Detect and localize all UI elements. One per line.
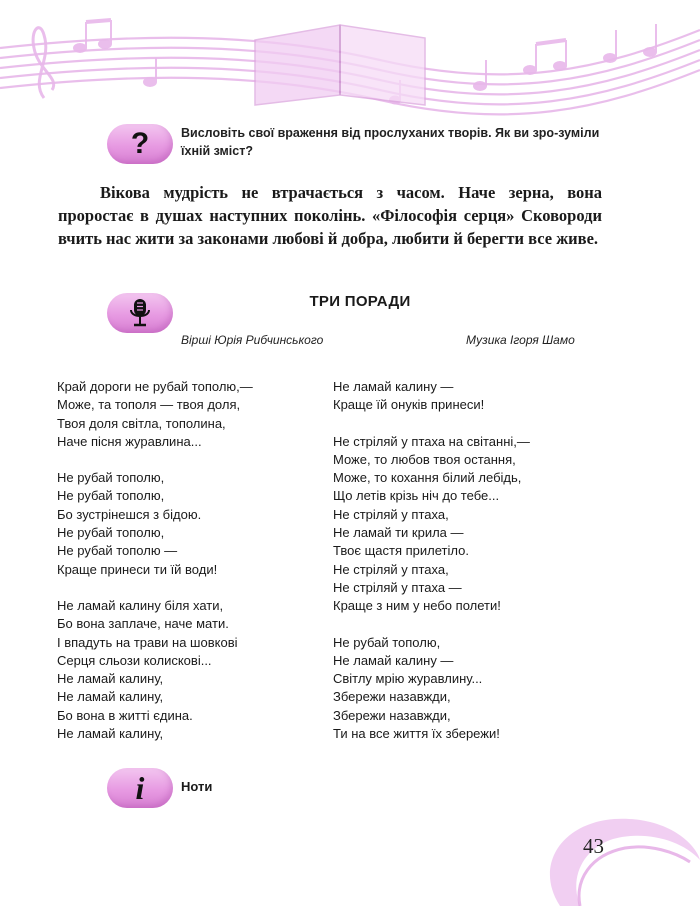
lyric-line: Не ламай калину, — [57, 689, 164, 705]
lyrics-right-column — [333, 378, 530, 761]
stanza — [333, 634, 530, 744]
lyric-line: Не рубай тополю, — [57, 488, 165, 504]
intro-paragraph: Вікова мудрість не втрачається з часом. Наче зерна, вона проростає в душах наступних поколінь. «Філософія серця» Сковороди вчить нас жити за законами любові й добра, любити й берегти все живе. — [58, 183, 602, 248]
stanza — [57, 597, 253, 743]
lyric-line: Не стріляй у птаха, — [333, 506, 449, 522]
lyric-line: Краще з ним у небо полети! — [333, 598, 501, 614]
stanza — [57, 469, 253, 579]
lyric-line: Збережи назавжди, — [333, 707, 451, 723]
lyric-line: Не ламай калину, — [57, 671, 164, 687]
lyric-line: Краще принеси ти їй води! — [57, 561, 218, 577]
stanza — [333, 433, 530, 616]
stanza — [333, 378, 530, 415]
lyric-line: Може, то любов твоя остання, — [333, 451, 516, 467]
lyric-line: Бо зустрінешся з бідою. — [57, 506, 202, 522]
lyric-line: Твоя доля світла, тополина, — [57, 415, 226, 431]
notes-badge — [107, 768, 173, 808]
notes-label: Ноти — [181, 779, 213, 794]
lyric-line: Не ламай калину — — [333, 652, 454, 668]
lyric-line: Не стріляй у птаха, — [333, 561, 449, 577]
lyric-line: Не ламай калину — — [333, 379, 454, 394]
microphone-icon — [129, 298, 151, 328]
lyric-line: Що летів крізь ніч до тебе... — [333, 488, 500, 504]
lyric-line: Світлу мрію журавлину... — [333, 671, 483, 687]
lyric-line: Не стріляй у птаха на світанні,— — [333, 433, 530, 449]
lyric-line: Твоє щастя прилетіло. — [333, 543, 469, 559]
question-mark-icon: ? — [130, 127, 150, 160]
question-badge — [107, 124, 173, 164]
lyric-line: Може, та тополя — твоя доля, — [57, 397, 241, 413]
corner-swirl-decoration — [530, 800, 700, 906]
discussion-question: Висловіть свої враження від прослуханих творів. Як ви зро-зуміли їхній зміст? — [181, 126, 600, 158]
lyrics-credit: Вірші Юрія Рибчинського — [181, 333, 324, 347]
info-i-icon: i — [135, 770, 145, 806]
lyric-line: Бо вона в житті єдина. — [57, 707, 193, 723]
lyric-line: Серця сльози колискові... — [57, 652, 212, 668]
lyric-line: Збережи назавжди, — [333, 689, 451, 705]
lyrics-left-column — [57, 378, 253, 761]
lyric-line: Наче пісня журавлина... — [57, 433, 202, 449]
lyric-line: Не рубай тополю, — [333, 634, 441, 650]
lyric-line: Ти на все життя їх збережи! — [333, 726, 500, 742]
lyric-line: І впадуть на трави на шовкові — [57, 634, 238, 650]
lyric-line: Не рубай тополю, — [57, 470, 165, 486]
header-music-decoration — [0, 0, 700, 125]
lyric-line: Не ламай ти крила — — [333, 525, 464, 541]
lyric-line: Не ламай калину, — [57, 726, 164, 742]
lyric-line: Не рубай тополю, — [57, 525, 165, 541]
song-title: ТРИ ПОРАДИ — [309, 293, 411, 310]
song-badge — [107, 293, 173, 333]
lyric-line: Не рубай тополю — — [57, 543, 178, 559]
lyric-line: Край дороги не рубай тополю,— — [57, 379, 253, 394]
music-credit: Музика Ігоря Шамо — [466, 333, 575, 347]
lyric-line: Бо вона заплаче, наче мати. — [57, 616, 229, 632]
stanza — [57, 378, 253, 451]
lyric-line: Не ламай калину біля хати, — [57, 597, 224, 613]
lyric-line: Може, то кохання білий лебідь, — [333, 470, 522, 486]
lyric-line: Краще їй онуків принеси! — [333, 397, 485, 413]
page-number: 43 — [583, 834, 604, 858]
lyric-line: Не стріляй у птаха — — [333, 579, 462, 595]
